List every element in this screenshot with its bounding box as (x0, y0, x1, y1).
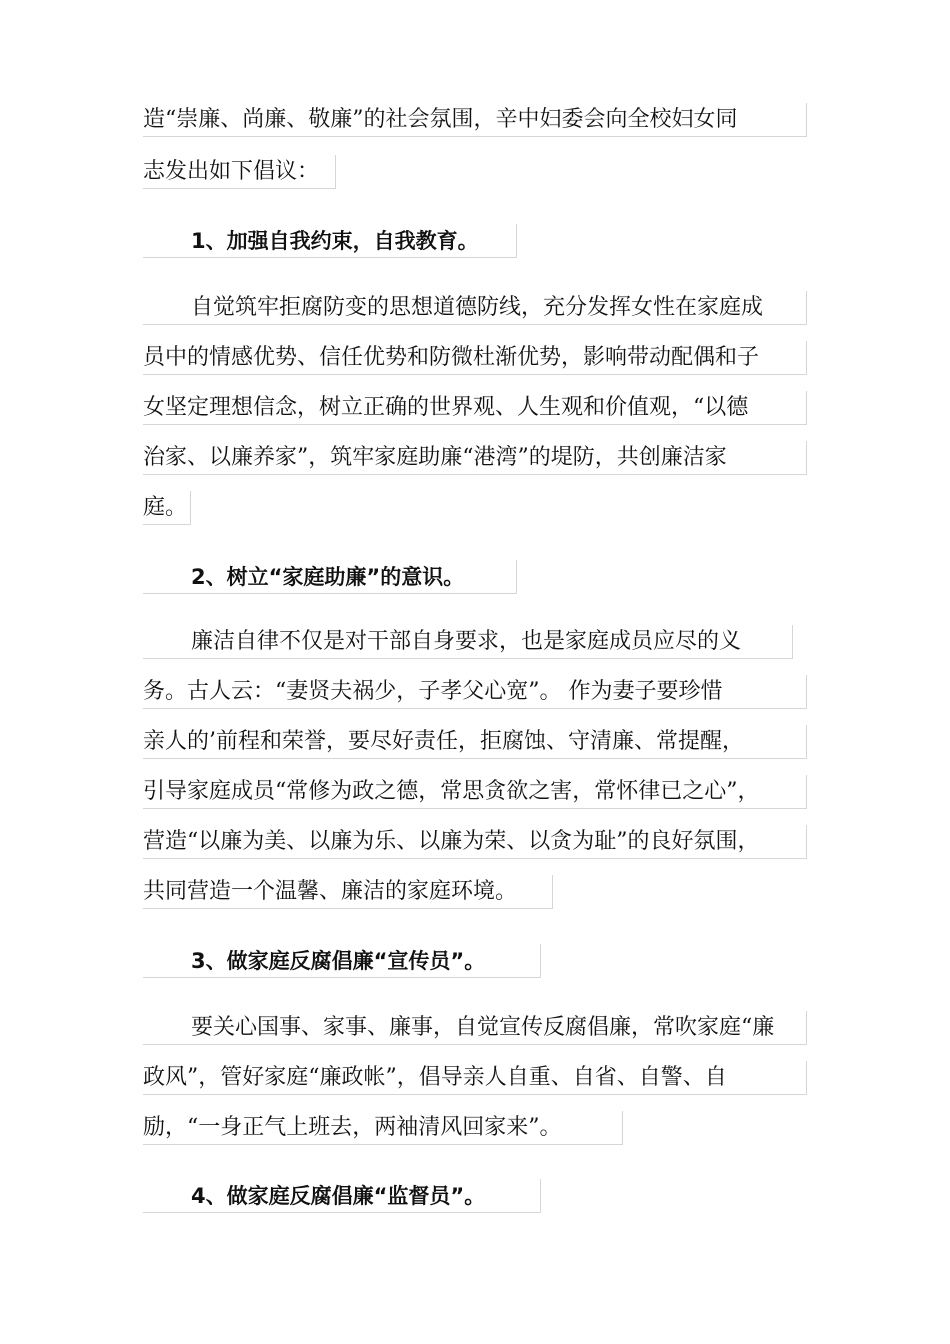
section-3-line-1: 要关心国事、家事、廉事，自觉宣传反腐倡廉，常吹家庭“廉 (143, 1011, 807, 1045)
section-2-heading: 2、树立“家庭助廉”的意识。 (143, 560, 517, 594)
section-2-line-6: 共同营造一个温馨、廉洁的家庭环境。 (143, 875, 553, 909)
section-1-heading: 1、加强自我约束，自我教育。 (143, 224, 517, 258)
section-2-line-4: 引导家庭成员“常修为政之德，常思贪欲之害，常怀律已之心”， (143, 775, 807, 809)
section-3-heading: 3、做家庭反腐倡廉“宣传员”。 (143, 944, 541, 978)
section-2-line-3: 亲人的’前程和荣誉，要尽好责任，拒腐蚀、守清廉、常提醒， (143, 725, 807, 759)
section-2-line-5: 营造“以廉为美、以廉为乐、以廉为荣、以贪为耻”的良好氛围， (143, 825, 807, 859)
section-4-heading: 4、做家庭反腐倡廉“监督员”。 (143, 1179, 541, 1213)
section-2-line-2: 务。古人云：“妻贤夫祸少，子孝父心宽”。 作为妻子要珍惜 (143, 675, 807, 709)
intro-line-1: 造“崇廉、尚廉、敬廉”的社会氛围，辛中妇委会向全校妇女同 (143, 103, 807, 137)
section-3-line-3: 励，“一身正气上班去，两袖清风回家来”。 (143, 1111, 623, 1145)
section-1-line-4: 治家、以廉养家”，筑牢家庭助廉“港湾”的堤防，共创廉洁家 (143, 441, 807, 475)
intro-line-2: 志发出如下倡议： (143, 155, 336, 189)
section-1-line-2: 员中的情感优势、信任优势和防微杜渐优势，影响带动配偶和子 (143, 341, 807, 375)
section-2-line-1: 廉洁自律不仅是对干部自身要求，也是家庭成员应尽的义 (143, 625, 793, 659)
section-1-line-5: 庭。 (143, 491, 191, 525)
section-1-line-3: 女坚定理想信念，树立正确的世界观、人生观和价值观，“以德 (143, 391, 807, 425)
section-1-line-1: 自觉筑牢拒腐防变的思想道德防线，充分发挥女性在家庭成 (143, 291, 807, 325)
section-3-line-2: 政风”，管好家庭“廉政帐”，倡导亲人自重、自省、自警、自 (143, 1061, 807, 1095)
